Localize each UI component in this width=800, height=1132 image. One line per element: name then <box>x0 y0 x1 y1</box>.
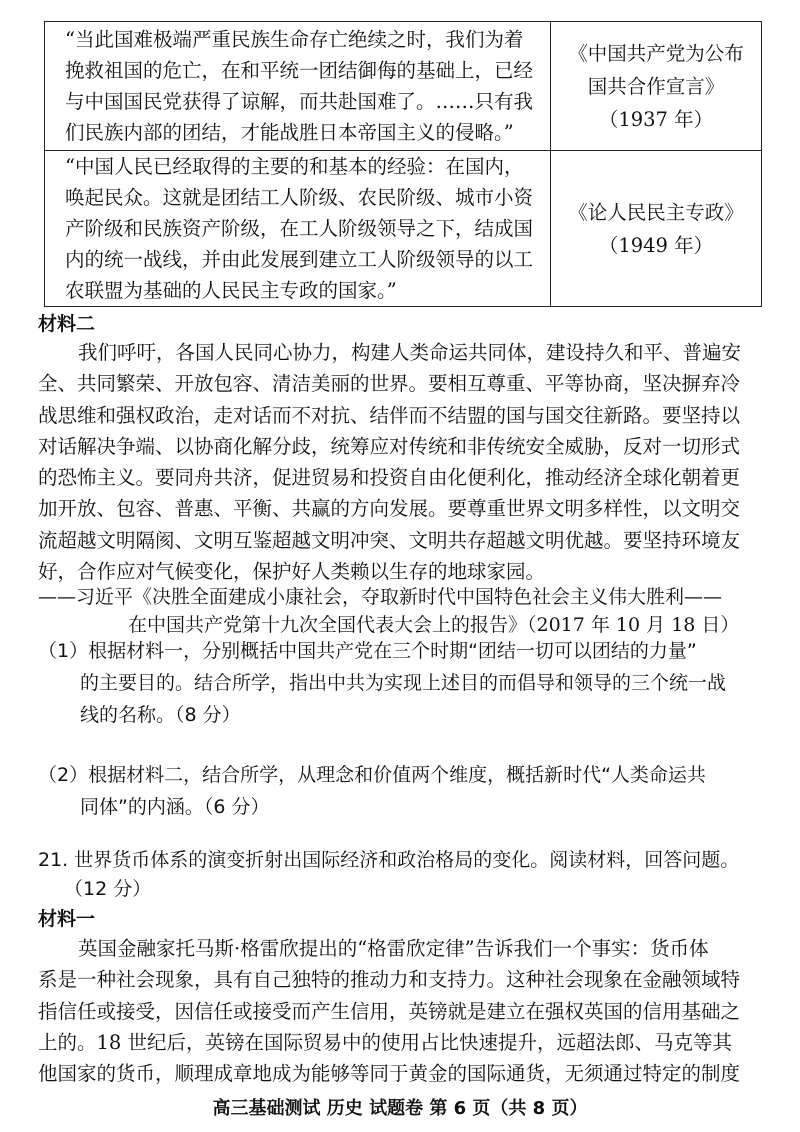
paragraph-line: 全、共同繁荣、开放包容、清洁美丽的世界。要相互尊重、平等协商，坚决摒弃冷 <box>38 372 741 396</box>
quote-line: 农联盟为基础的人民民主专政的国家。” <box>65 279 397 302</box>
paragraph-line: 系是一种社会现象，具有自己独特的推动力和支持力。这种社会现象在金融领域特 <box>38 968 741 992</box>
quote-line: 挽救祖国的危亡，在和平统一团结御侮的基础上，已经 <box>65 59 534 82</box>
paragraph-line: 好，合作应对气候变化，保护好人类赖以生存的地球家园。 <box>38 560 546 584</box>
citation-line: 《中国共产党为公布 <box>568 41 744 65</box>
question-21-stem: 21. 世界货币体系的演变折射出国际经济和政治格局的变化。阅读材料，回答问题。 <box>38 849 740 871</box>
material-2-paragraph <box>38 337 764 587</box>
citation-line: （1937 年） <box>598 107 714 131</box>
paragraph-line: 上的。18 世纪后，英镑在国际贸易中的使用占比快速提升，远超法郎、马克等其 <box>38 1030 733 1054</box>
source-byline: ——习近平《决胜全面建成小康社会，夺取新时代中国特色社会主义伟大胜利—— <box>38 586 723 608</box>
question-21-score: （12 分） <box>64 878 152 900</box>
quote-line: “中国人民已经取得的主要的和基本的经验：在国内， <box>65 155 524 178</box>
quote-line: 内的统一战线，并由此发展到建立工人阶级领导的以工 <box>65 248 534 271</box>
citation-line: （1949 年） <box>598 233 714 257</box>
paragraph-line: 流超越文明隔阂、文明互鉴超越文明冲突、文明共存超越文明优越。要坚持环境友 <box>38 528 741 552</box>
source-table <box>44 21 762 307</box>
quote-line: 们民族内部的团结，才能战胜日本帝国主义的侵略。” <box>65 121 514 144</box>
table-row <box>45 151 762 307</box>
citation-cell <box>551 151 762 307</box>
page-footer: 高三基础测试 历史 试题卷 第 6 页（共 8 页） <box>212 1098 588 1119</box>
paragraph-line: 他国家的货币，顺理成章地成为能够等同于黄金的国际通货，无须通过特定的制度 <box>38 1062 741 1086</box>
quote-line: 与中国国民党获得了谅解，而共赴国难了。……只有我 <box>65 90 534 113</box>
quote-line: 唤起民众。这就是团结工人阶级、农民阶级、城市小资 <box>65 186 534 209</box>
question-1-line: 的主要目的。结合所学，指出中共为实现上述目的而倡导和领导的三个统一战 <box>80 672 727 694</box>
material-1-heading: 材料一 <box>38 908 96 930</box>
paragraph-line: 指信任或接受，因信任或接受而产生信用，英镑就是建立在强权英国的信用基础之 <box>38 999 741 1023</box>
paragraph-line: 战思维和强权政治，走对话而不对抗、结伴而不结盟的国与国交往新路。要坚持以 <box>38 403 741 427</box>
paragraph-line: 英国金融家托马斯·格雷欣提出的“格雷欣定律”告诉我们一个事实：货币体 <box>78 937 709 960</box>
material-2-heading: 材料二 <box>38 313 96 335</box>
citation-cell <box>551 22 762 151</box>
paragraph-line: 的恐怖主义。要同舟共济，促进贸易和投资自由化便利化，推动经济全球化朝着更 <box>38 466 741 490</box>
question-2-line: （2）根据材料二，结合所学，从理念和价值两个维度，概括新时代“人类命运共 <box>38 764 706 786</box>
quote-line: “当此国难极端严重民族生命存亡绝续之时，我们为着 <box>65 28 524 51</box>
citation-line: 国共合作宣言》 <box>587 74 725 98</box>
quote-line: 产阶级和民族资产阶级，在工人阶级领导之下，结成国 <box>65 217 534 240</box>
paragraph-line: 我们呼吁，各国人民同心协力，构建人类命运共同体，建设持久和平、普遍安 <box>78 341 742 364</box>
quote-cell <box>45 22 551 151</box>
question-1-line: （1）根据材料一，分别概括中国共产党在三个时期“团结一切可以团结的力量” <box>38 640 697 662</box>
source-byline-continued: 在中国共产党第十九次全国代表大会上的报告》（2017 年 10 月 18 日） <box>128 614 740 636</box>
question-21-material-paragraph <box>38 933 764 1089</box>
paragraph-line: 加开放、包容、普惠、平衡、共赢的方向发展。要尊重世界文明多样性，以文明交 <box>38 497 741 521</box>
citation-line: 《论人民民主专政》 <box>568 200 744 224</box>
table-row <box>45 22 762 151</box>
question-2-line: 同体”的内涵。（6 分） <box>80 796 270 818</box>
paragraph-line: 对话解决争端、以协商化解分歧，统筹应对传统和非传统安全威胁，反对一切形式 <box>38 434 741 458</box>
quote-cell <box>45 151 551 307</box>
question-1-line: 线的名称。（8 分） <box>80 704 241 726</box>
